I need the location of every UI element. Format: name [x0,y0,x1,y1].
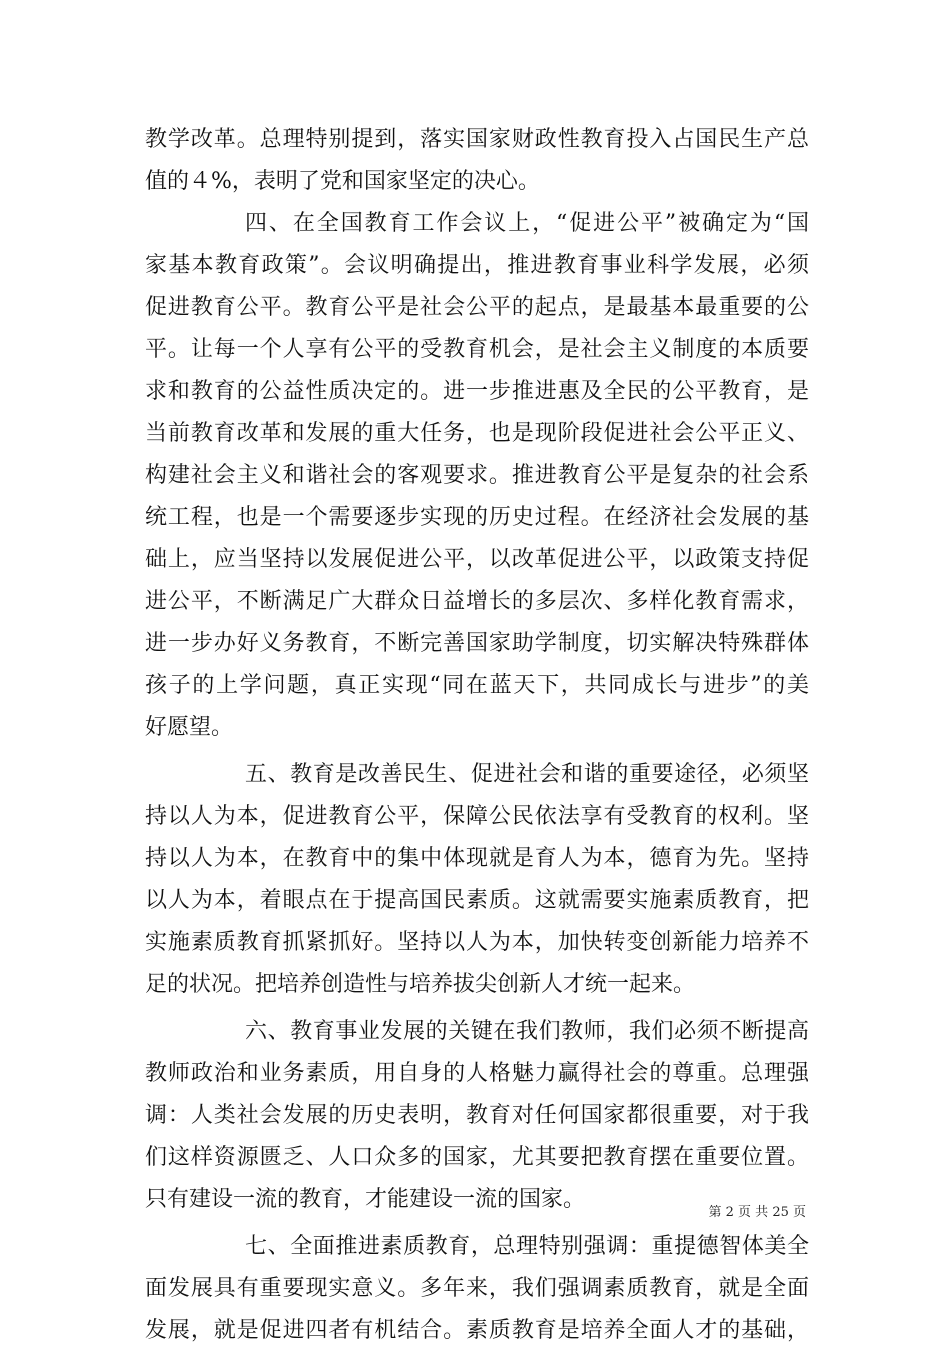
text-line: 持以人为本，促进教育公平，保障公民依法享有受教育的权利。坚 [145,804,809,829]
text-line: 促进教育公平。教育公平是社会公平的起点，是最基本最重要的公 [145,295,809,320]
text-line: 以人为本，着眼点在于提高国民素质。这就需要实施素质教育，把 [145,888,809,913]
text-line: 当前教育改革和发展的重大任务，也是现阶段促进社会公平正义、 [145,421,809,446]
paragraph-five [145,754,809,1006]
text-line: 们这样资源匮乏、人口众多的国家，尤其要把教育摆在重要位置。 [145,1145,809,1170]
text-line: 好愿望。 [145,715,234,740]
text-line: 教学改革。总理特别提到，落实国家财政性教育投入占国民生产总 [145,127,809,152]
paragraph-four [145,203,809,749]
text-line: 只有建设一流的教育，才能建设一流的国家。 [145,1187,586,1212]
text-line: 础上，应当坚持以发展促进公平，以改革促进公平，以政策支持促 [145,547,809,572]
text-line: 家基本教育政策”。会议明确提出，推进教育事业科学发展，必须 [145,253,809,278]
paragraph-six [145,1011,809,1221]
text-line: 进公平，不断满足广大群众日益增长的多层次、多样化教育需求， [145,589,809,614]
paragraph-seven [145,1226,809,1352]
text-line: 求和教育的公益性质决定的。进一步推进惠及全民的公平教育，是 [145,379,809,404]
text-line: 持以人为本，在教育中的集中体现就是育人为本，德育为先。坚持 [145,846,809,871]
text-line: 统工程，也是一个需要逐步实现的历史过程。在经济社会发展的基 [145,505,809,530]
text-line: 平。让每一个人享有公平的受教育机会，是社会主义制度的本质要 [145,337,809,362]
text-line: 六、教育事业发展的关键在我们教师，我们必须不断提高 [245,1019,809,1044]
page-number: 第 2 页 共 25 页 [708,1205,806,1220]
document-body [145,119,809,1352]
text-line: 调：人类社会发展的历史表明，教育对任何国家都很重要，对于我 [145,1103,809,1128]
text-line: 教师政治和业务素质，用自身的人格魅力赢得社会的尊重。总理强 [145,1061,809,1086]
text-line: 面发展具有重要现实意义。多年来，我们强调素质教育，就是全面 [145,1276,809,1301]
text-line: 构建社会主义和谐社会的客观要求。推进教育公平是复杂的社会系 [145,463,809,488]
text-line: 发展，就是促进四者有机结合。素质教育是培养全面人才的基础， [145,1318,809,1343]
text-line: 值的４%，表明了党和国家坚定的决心。 [145,169,540,194]
text-line: 足的状况。把培养创造性与培养拔尖创新人才统一起来。 [145,972,696,997]
text-line: 五、教育是改善民生、促进社会和谐的重要途径，必须坚 [245,762,809,787]
text-line: 七、全面推进素质教育，总理特别强调：重提德智体美全 [245,1234,809,1259]
paragraph-intro [145,119,809,203]
text-line: 四、在全国教育工作会议上，“促进公平”被确定为“国 [245,211,809,236]
text-line: 进一步办好义务教育，不断完善国家助学制度，切实解决特殊群体 [145,631,809,656]
text-line: 孩子的上学问题，真正实现“同在蓝天下，共同成长与进步”的美 [145,673,809,698]
text-line: 实施素质教育抓紧抓好。坚持以人为本，加快转变创新能力培养不 [145,930,809,955]
